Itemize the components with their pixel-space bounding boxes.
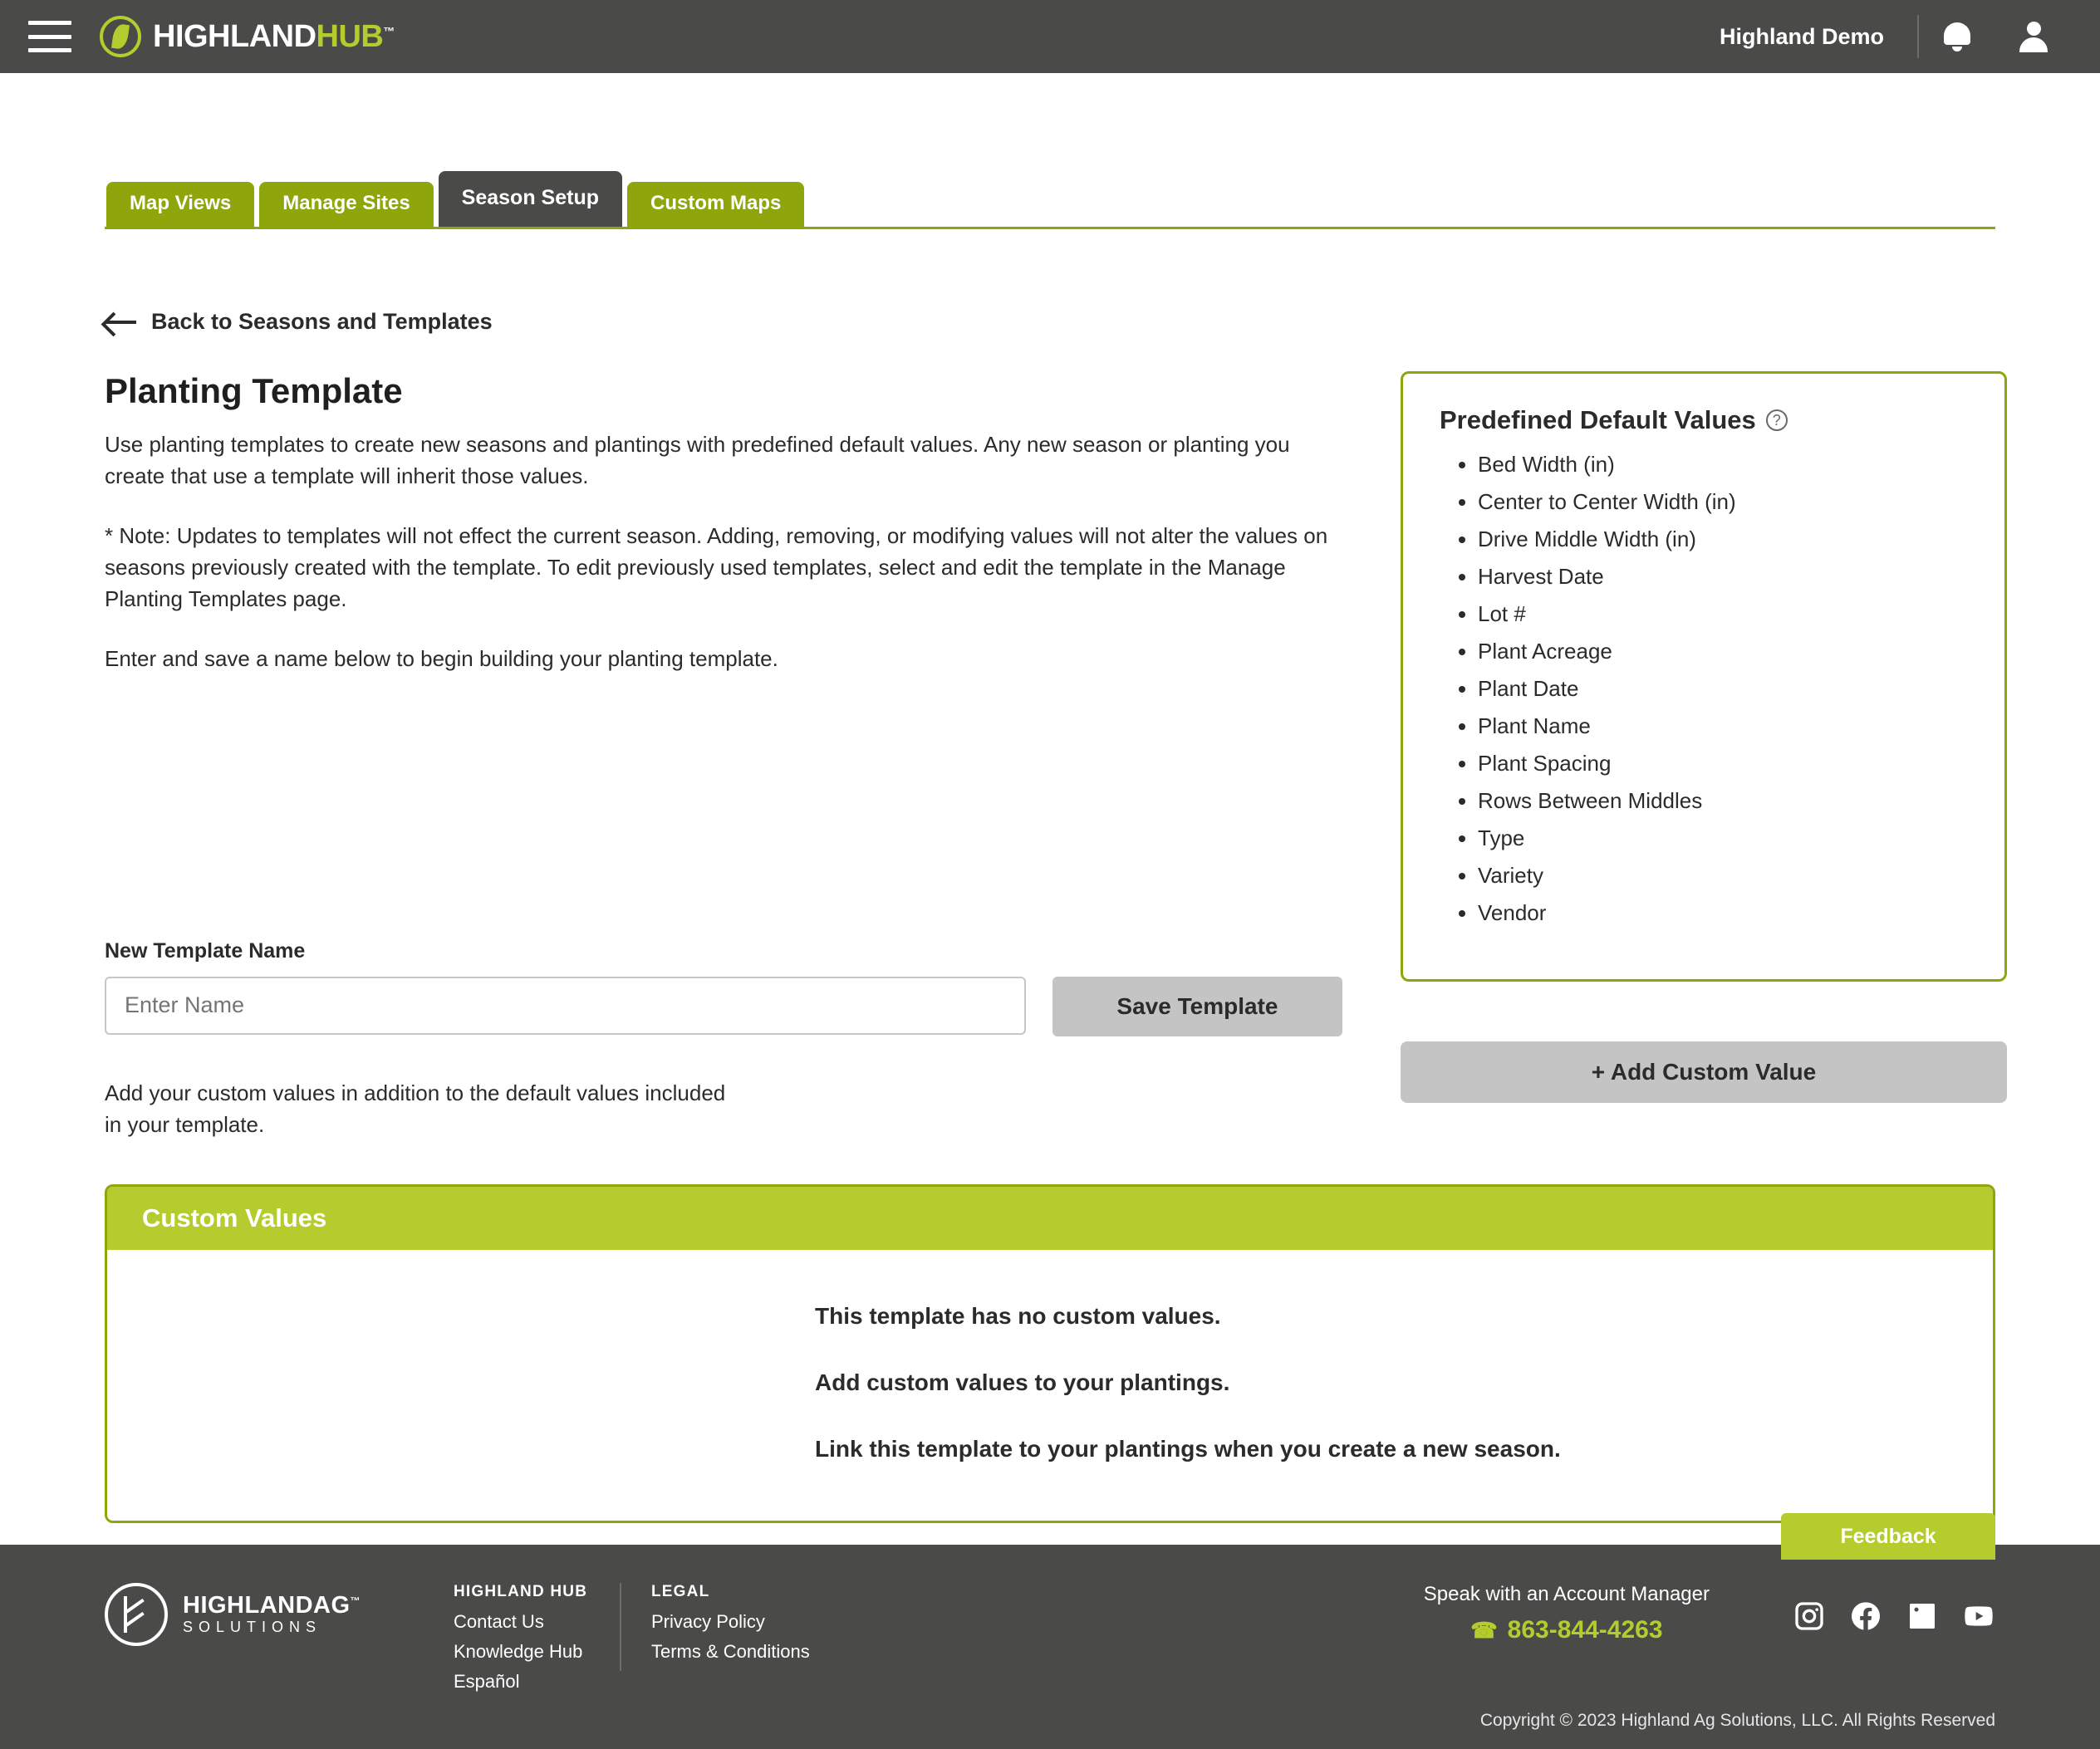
- tree-icon: [105, 1583, 168, 1646]
- footer-column-highland-hub: [454, 1583, 620, 1701]
- brand-logo[interactable]: [100, 16, 395, 57]
- back-link-label: Back to Seasons and Templates: [151, 309, 493, 334]
- leaf-icon: [100, 16, 141, 57]
- new-template-name-input[interactable]: [105, 977, 1026, 1035]
- new-template-name-label: New Template Name: [105, 938, 306, 963]
- content-columns: [105, 371, 1995, 1163]
- predefined-default-values-title: [1440, 405, 1968, 435]
- default-values-list: [1440, 453, 1968, 923]
- notifications-button[interactable]: [1919, 0, 1995, 73]
- instagram-icon[interactable]: [1793, 1600, 1826, 1633]
- brand-word-1: HIGHLAND: [153, 18, 316, 54]
- bell-icon: [1944, 22, 1970, 51]
- footer-logo-line1: HIGHLANDAG™: [183, 1592, 361, 1619]
- save-template-button[interactable]: Save Template: [1052, 977, 1342, 1036]
- brand-trademark: ™: [383, 23, 395, 37]
- phone-number: 863-844-4263: [1507, 1616, 1663, 1644]
- facebook-icon[interactable]: [1849, 1600, 1882, 1633]
- footer-link-knowledge-hub[interactable]: Knowledge Hub: [454, 1641, 583, 1662]
- list-item: • Drive Middle Width (in): [1478, 528, 1968, 550]
- arrow-left-icon: [105, 311, 136, 333]
- description-paragraph-2: * Note: Updates to templates will not effect the current season. Adding, removing, or modifying values will not alter the values on seasons previously created with the template. To edit previously used templates, select and edit the template in the Manage Planting Templates page.: [105, 522, 1328, 611]
- profile-button[interactable]: [1995, 0, 2072, 73]
- user-icon: [2019, 22, 2048, 51]
- account-name: Highland Demo: [1719, 23, 1884, 49]
- right-column: [1401, 371, 2007, 1103]
- topbar-right-group: [1720, 0, 2072, 73]
- footer-head-highland-hub: HIGHLAND HUB: [454, 1583, 588, 1600]
- footer-logo-line2: SOLUTIONS: [183, 1619, 322, 1636]
- list-item: • Vendor: [1478, 902, 1968, 923]
- add-custom-value-button[interactable]: + Add Custom Value: [1401, 1041, 2007, 1103]
- predefined-default-values-panel: [1401, 371, 2007, 982]
- list-item: • Bed Width (in): [1478, 453, 1968, 475]
- social-links: [1793, 1583, 1995, 1633]
- top-navigation-bar: [0, 0, 2100, 73]
- help-circle-icon[interactable]: ?: [1766, 409, 1788, 431]
- panel-title-text: Predefined Default Values: [1440, 405, 1756, 434]
- back-to-seasons-link[interactable]: [105, 309, 493, 335]
- linkedin-icon[interactable]: [1906, 1600, 1939, 1633]
- footer-column-legal: [620, 1583, 869, 1671]
- page-footer: [0, 1545, 2100, 1749]
- phone-link[interactable]: [1424, 1616, 1710, 1644]
- tab-season-setup[interactable]: Season Setup: [439, 171, 622, 227]
- phone-icon: ☎: [1470, 1617, 1498, 1643]
- feedback-button[interactable]: Feedback: [1781, 1513, 1995, 1560]
- tab-manage-sites[interactable]: Manage Sites: [259, 182, 433, 227]
- list-item: • Rows Between Middles: [1478, 790, 1968, 811]
- template-name-form: [105, 939, 1342, 1036]
- list-item: • Plant Date: [1478, 678, 1968, 699]
- hamburger-menu-icon[interactable]: [28, 21, 71, 52]
- footer-link-terms-conditions[interactable]: Terms & Conditions: [651, 1641, 810, 1662]
- list-item: • Plant Acreage: [1478, 640, 1968, 662]
- account-manager-label: Speak with an Account Manager: [1423, 1583, 1710, 1605]
- custom-values-empty-line2: Add custom values to your plantings.: [815, 1369, 1230, 1395]
- page-title: Planting Template: [105, 371, 403, 410]
- description-paragraph-1: Use planting templates to create new seasons and plantings with predefined default values. Any new season or planting you create that use a template will inherit those values.: [105, 432, 1290, 488]
- footer-contact: [1424, 1583, 1793, 1644]
- brand-wordmark: [153, 19, 395, 55]
- custom-values-header: Custom Values: [107, 1187, 1993, 1250]
- tab-bar: [105, 171, 1995, 229]
- youtube-icon[interactable]: [1962, 1600, 1995, 1633]
- tab-map-views[interactable]: Map Views: [106, 182, 254, 227]
- brand-word-2: HUB: [316, 18, 384, 54]
- footer-link-privacy-policy[interactable]: Privacy Policy: [651, 1611, 765, 1632]
- copyright-text: Copyright © 2023 Highland Ag Solutions, LLC. All Rights Reserved: [1479, 1711, 1995, 1730]
- list-item: • Plant Name: [1478, 715, 1968, 737]
- list-item: • Variety: [1478, 865, 1968, 886]
- description-paragraph-3: Enter and save a name below to begin building your planting template.: [105, 645, 778, 671]
- left-column: [105, 371, 1342, 1163]
- list-item: • Harvest Date: [1478, 566, 1968, 587]
- footer-link-espanol[interactable]: Español: [454, 1671, 520, 1692]
- custom-values-body: [107, 1250, 1993, 1521]
- footer-logo: [105, 1583, 454, 1646]
- custom-values-empty-title: This template has no custom values.: [815, 1302, 1221, 1329]
- list-item: • Plant Spacing: [1478, 752, 1968, 774]
- footer-link-contact-us[interactable]: Contact Us: [454, 1611, 544, 1632]
- list-item: • Lot #: [1478, 603, 1968, 625]
- footer-head-legal: LEGAL: [651, 1583, 710, 1600]
- custom-values-card: [105, 1184, 1995, 1523]
- tab-custom-maps[interactable]: Custom Maps: [627, 182, 804, 227]
- custom-values-empty-line3: Link this template to your plantings when you create a new season.: [815, 1435, 1561, 1462]
- custom-values-hint: Add your custom values in addition to the default values included in your template.: [105, 1080, 726, 1137]
- list-item: • Type: [1478, 827, 1968, 849]
- page-content: [0, 171, 2100, 1523]
- list-item: • Center to Center Width (in): [1478, 491, 1968, 512]
